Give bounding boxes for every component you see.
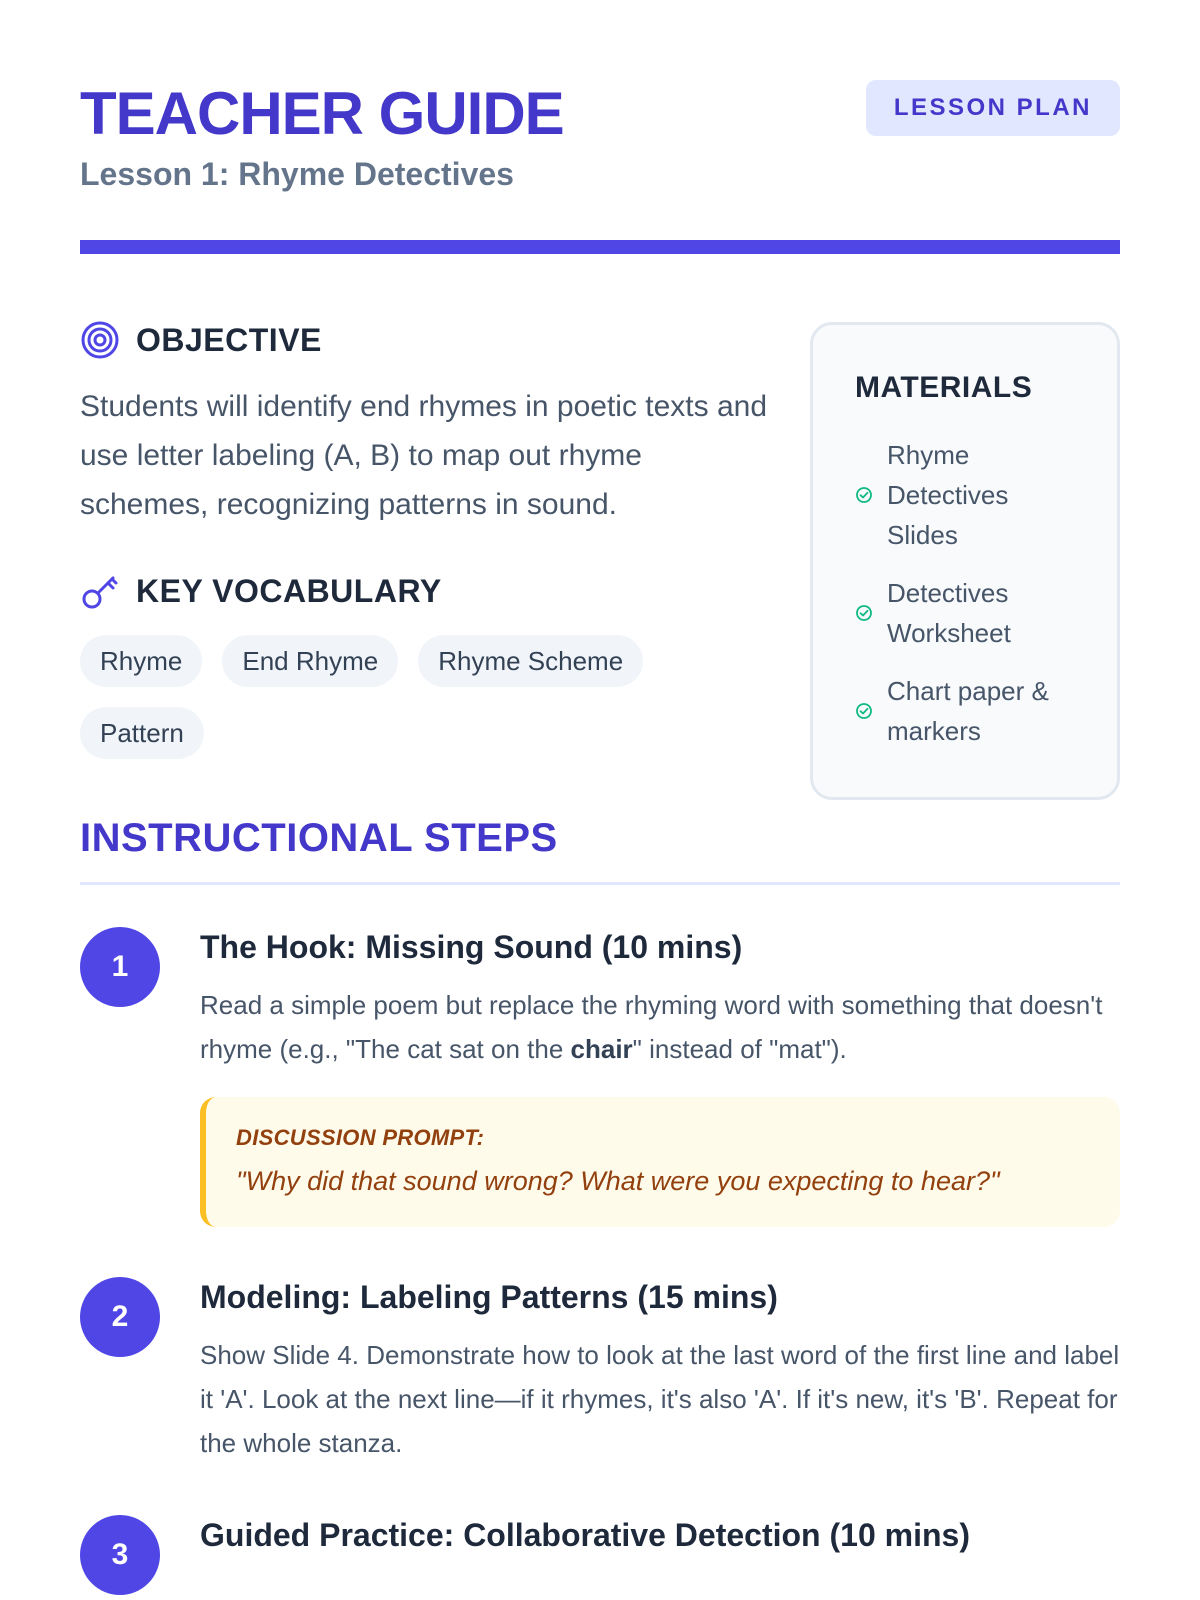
objective-vocab-column <box>80 320 770 759</box>
target-icon <box>80 320 120 360</box>
check-circle-icon <box>855 486 873 504</box>
header-divider <box>80 240 1120 254</box>
step-title: Modeling: Labeling Patterns (15 mins) <box>200 1279 778 1315</box>
objective-heading <box>80 320 770 360</box>
steps-heading: INSTRUCTIONAL STEPS <box>80 816 558 860</box>
instructional-steps-section <box>80 814 1120 1571</box>
materials-item-label: Rhyme Detectives Slides <box>887 440 1009 550</box>
step-number-badge: 2 <box>80 1277 160 1357</box>
materials-item-label: Detectives Worksheet <box>887 578 1011 648</box>
check-circle-icon <box>855 604 873 622</box>
overview-section <box>80 254 1120 814</box>
materials-list <box>855 435 1077 751</box>
vocab-chip: Pattern <box>80 707 204 759</box>
step-description-text: Read a simple poem but replace the rhyming word with something that doesn't rhyme (e.g., "The cat sat on the <box>200 990 1103 1064</box>
step-number-badge: 3 <box>80 1515 160 1595</box>
vocab-chip: Rhyme <box>80 635 202 687</box>
vocabulary-heading <box>80 571 770 611</box>
step-title: Guided Practice: Collaborative Detection (10 mins) <box>200 1517 970 1553</box>
step-number-badge: 1 <box>80 927 160 1007</box>
materials-item <box>855 435 1077 555</box>
step-item <box>80 1513 1120 1571</box>
materials-item <box>855 573 1077 653</box>
page-header <box>80 0 1120 254</box>
step-description-emphasis: chair <box>570 1034 633 1064</box>
page-title: TEACHER GUIDE <box>80 80 564 147</box>
objective-heading-label: OBJECTIVE <box>136 321 322 358</box>
materials-card <box>810 322 1120 800</box>
discussion-prompt-box <box>200 1097 1120 1227</box>
step-description-text: " instead of "mat"). <box>632 1034 847 1064</box>
vocabulary-chip-list <box>80 635 770 759</box>
lesson-subtitle: Lesson 1: Rhyme Detectives <box>80 156 514 192</box>
step-description: Show Slide 4. Demonstrate how to look at the last word of the first line and label it 'A'. Look at the next line—if it rhymes, it's also 'A'. If it's new, it's 'B'. Repeat for the whole stanza. <box>200 1340 1120 1458</box>
vocab-chip: End Rhyme <box>222 635 398 687</box>
materials-heading: MATERIALS <box>855 371 1033 404</box>
step-description <box>200 983 1120 1071</box>
materials-item <box>855 671 1077 751</box>
discussion-prompt-text: "Why did that sound wrong? What were you expecting to hear?" <box>236 1166 1000 1196</box>
vocabulary-heading-label: KEY VOCABULARY <box>136 572 442 609</box>
objective-text: Students will identify end rhymes in poetic texts and use letter labeling (A, B) to map out rhyme schemes, recognizing patterns in sound. <box>80 390 768 521</box>
steps-divider <box>80 882 1120 885</box>
materials-item-label: Chart paper & markers <box>887 676 1049 746</box>
check-circle-icon <box>855 702 873 720</box>
step-item <box>80 1275 1120 1465</box>
steps-list <box>80 925 1120 1571</box>
key-icon <box>80 571 120 611</box>
step-item <box>80 925 1120 1227</box>
step-title: The Hook: Missing Sound (10 mins) <box>200 929 743 965</box>
vocab-chip: Rhyme Scheme <box>418 635 643 687</box>
lesson-plan-badge: LESSON PLAN <box>866 80 1120 136</box>
discussion-prompt-label: DISCUSSION PROMPT: <box>236 1125 485 1150</box>
